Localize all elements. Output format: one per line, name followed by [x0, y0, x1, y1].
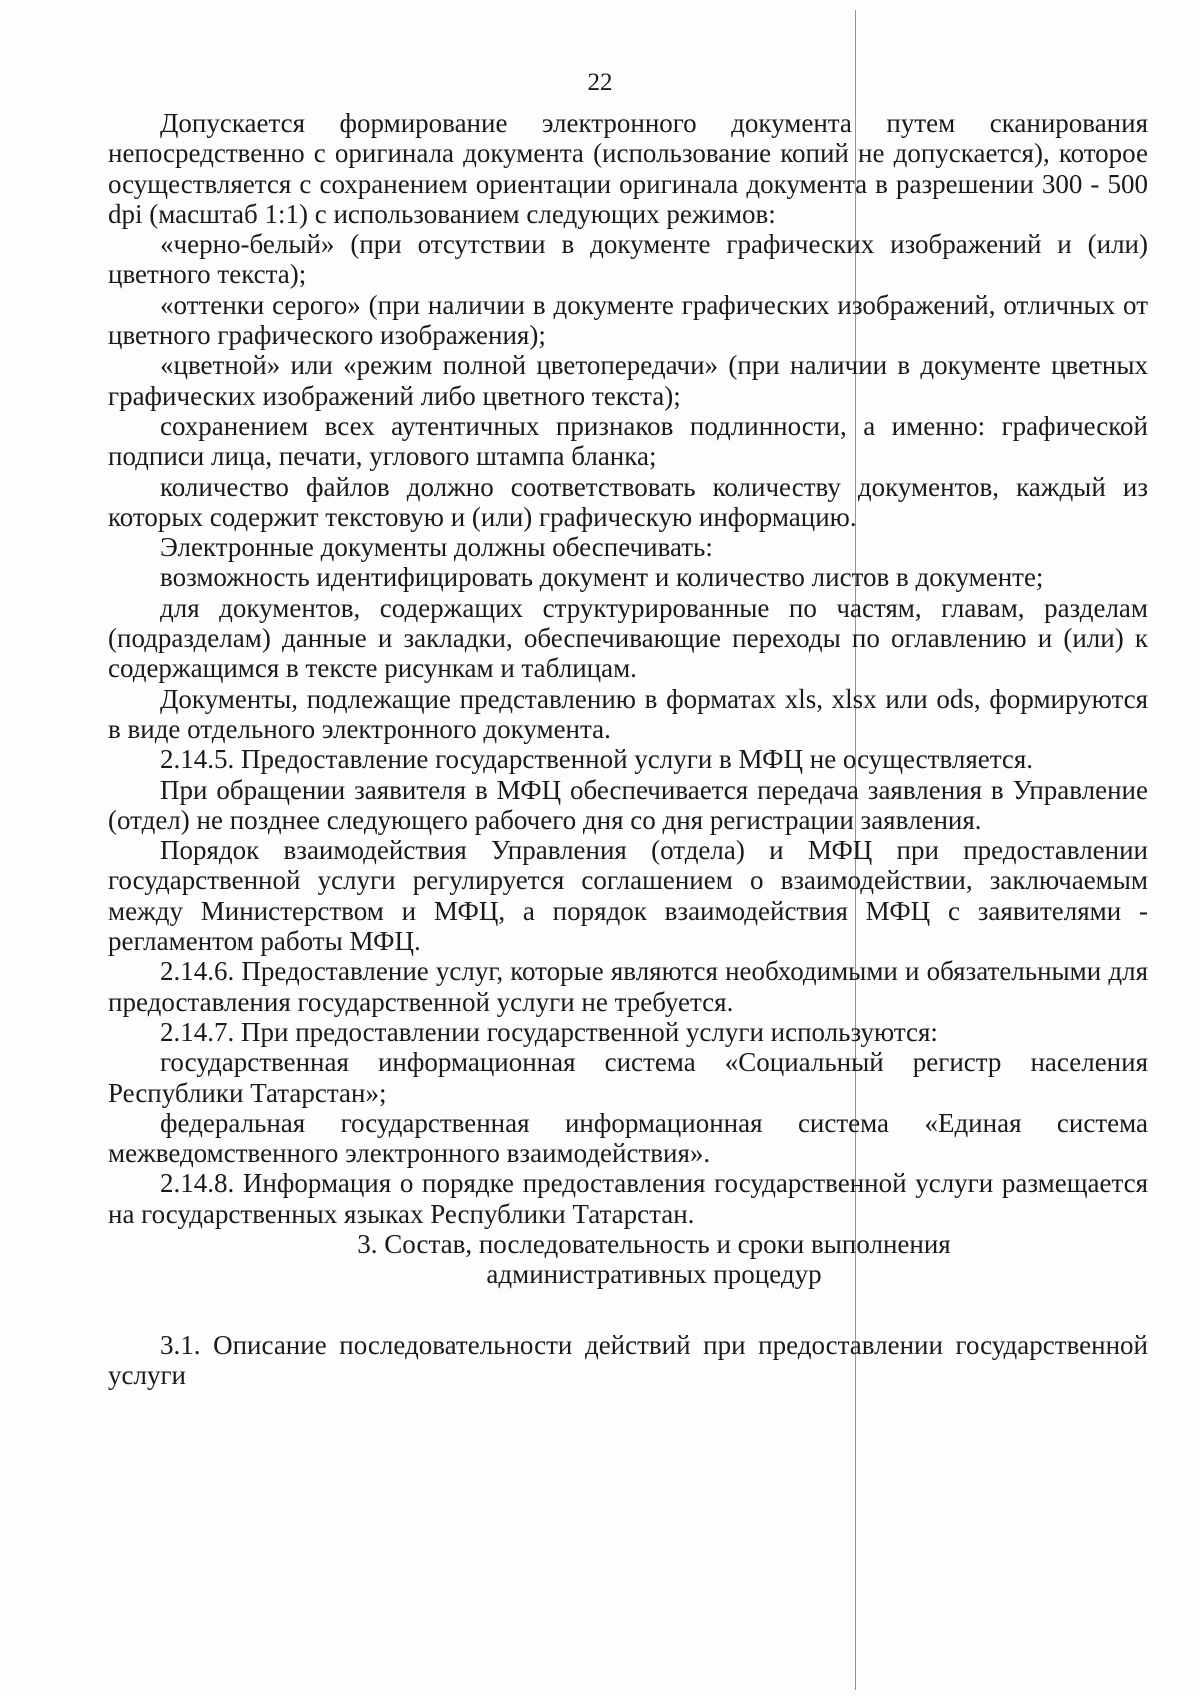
paragraph: 2.14.5. Предоставление государственной услуги в МФЦ не осуществляется.: [160, 744, 1034, 775]
paragraph: При обращении заявителя в МФЦ обеспечивается передача заявления в Управление (отдел) не позднее следующего рабочего дня со дня регистрации заявления.: [108, 774, 1148, 835]
paragraph: государственная информационная система «Социальный регистр населения Республики Татарстан»;: [108, 1047, 1148, 1108]
paragraph: сохранением всех аутентичных признаков подлинности, а именно: графической подписи лица, печати, углового штампа бланка;: [108, 410, 1148, 472]
paragraph: «цветной» или «режим полной цветопередачи» (при наличии в документе цветных графических изображений либо цветного текста);: [108, 350, 1148, 411]
document-body: [108, 108, 1148, 1390]
page-number: 22: [587, 69, 613, 96]
paragraph: 2.14.6. Предоставление услуг, которые являются необходимыми и обязательными для предоставления государственной услуги не требуется.: [108, 956, 1148, 1017]
subsection-title: 3.1. Описание последовательности действий при предоставлении государственной услуги: [108, 1329, 1148, 1390]
section-heading-line-2: административных процедур: [486, 1259, 822, 1290]
paragraph: Допускается формирование электронного документа путем сканирования непосредственно с оригинала документа (использование копий не допускается), которое осуществляется с сохранением ориентации оригинала документа в разрешении 300 - 500 dpi (масштаб 1:1) с использованием следующих режимов:: [108, 108, 1148, 229]
section-heading: [108, 1229, 1148, 1290]
paragraph: Документы, подлежащие представлению в форматах xls, xlsx или ods, формируются в виде отдельного электронного документа.: [108, 683, 1148, 744]
section-heading-line-1: 3. Состав, последовательность и сроки выполнения: [357, 1228, 951, 1259]
paragraph: «оттенки серого» (при наличии в документе графических изображений, отличных от цветного графического изображения);: [108, 289, 1148, 351]
paragraph: возможность идентифицировать документ и количество листов в документе;: [160, 562, 1044, 593]
paragraph: «черно-белый» (при отсутствии в документе графических изображений и (или) цветного текста);: [108, 229, 1148, 290]
paragraph: Порядок взаимодействия Управления (отдела) и МФЦ при предоставлении государственной услуги регулируется соглашением о взаимодействии, заключаемым между Министерством и МФЦ, а порядок взаимодействия МФЦ с заявителями - регламентом работы МФЦ.: [108, 835, 1148, 957]
paragraph: 2.14.7. При предоставлении государственной услуги используются:: [160, 1016, 938, 1047]
paragraph: Электронные документы должны обеспечивать:: [160, 532, 713, 563]
paragraph: количество файлов должно соответствовать количеству документов, каждый из которых содержит текстовую и (или) графическую информацию.: [108, 471, 1148, 532]
paragraph: для документов, содержащих структурированные по частям, главам, разделам (подразделам) данные и закладки, обеспечивающие переходы по оглавлению и (или) к содержащимся в тексте рисункам и таблицам.: [108, 592, 1148, 684]
paragraph: 2.14.8. Информация о порядке предоставления государственной услуги размещается на государственных языках Республики Татарстан.: [108, 1168, 1148, 1229]
paragraph: федеральная государственная информационная система «Единая система межведомственного электронного взаимодействия».: [108, 1107, 1148, 1169]
